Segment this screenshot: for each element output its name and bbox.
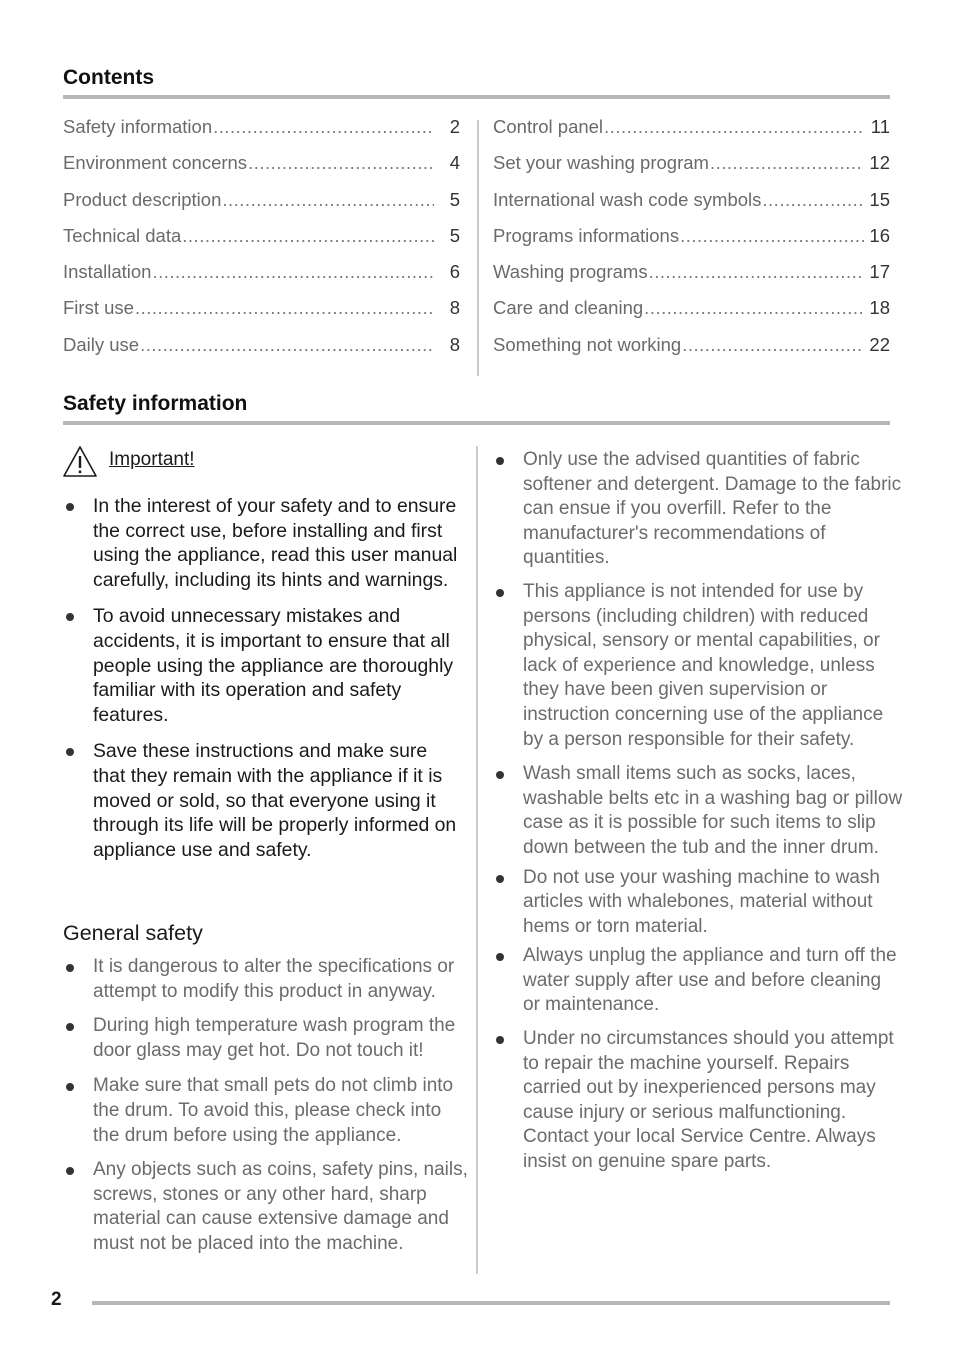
- toc-entry[interactable]: Installation ..... 6: [63, 261, 460, 297]
- general-safety-heading: General safety: [63, 921, 203, 945]
- list-item: Do not use your washing machine to wash articles with whalebones, material without hems or torn material.: [493, 866, 903, 940]
- toc-entry[interactable]: Environment concerns ..... 4: [63, 152, 460, 188]
- contents-heading: Contents: [63, 66, 154, 89]
- important-label: Important!: [109, 449, 195, 470]
- list-item: Wash small items such as socks, laces, washable belts etc in a washing bag or pillow case as it is possible for such items to slip down between the tub and the inner drum.: [493, 762, 903, 860]
- list-item: This appliance is not intended for use by persons (including children) with reduced physical, sensory or mental capabilities, or lack of experience and knowledge, unless they have been given supervision or instruction concerning use of the appliance by a person responsible for their safety.: [493, 580, 903, 752]
- list-item: During high temperature wash program the door glass may get hot. Do not touch it!: [63, 1014, 470, 1063]
- safety-rule: [63, 421, 890, 425]
- toc-entry[interactable]: Product description ..... 5: [63, 189, 460, 225]
- toc-entry[interactable]: Technical data ..... 5: [63, 225, 460, 261]
- toc-entry[interactable]: Safety information ..... 2: [63, 116, 460, 152]
- general-safety-list: [63, 955, 470, 1257]
- list-item: In the interest of your safety and to ensure the correct use, before installing and first using the appliance, read this user manual carefully, including its hints and warnings.: [63, 494, 463, 592]
- list-item: It is dangerous to alter the specifications or attempt to modify this product in anyway.: [63, 955, 470, 1004]
- footer-rule: [92, 1301, 890, 1305]
- toc-column-divider: [477, 120, 479, 376]
- toc-entry[interactable]: Care and cleaning ..... 18: [493, 297, 890, 333]
- toc-entry[interactable]: Something not working ..... 22: [493, 334, 890, 370]
- toc-entry[interactable]: Programs informations ..... 16: [493, 225, 890, 261]
- list-item: To avoid unnecessary mistakes and accidents, it is important to ensure that all people using the appliance are thoroughly familiar with its operation and safety features.: [63, 604, 463, 727]
- page-number: 2: [51, 1289, 62, 1310]
- toc-entry[interactable]: Daily use ..... 8: [63, 334, 460, 370]
- list-item: Save these instructions and make sure that they remain with the appliance if it is moved or sold, so that everyone using it through its life will be properly informed on appliance use and safety.: [63, 739, 463, 862]
- list-item: Under no circumstances should you attempt to repair the machine yourself. Repairs carried out by inexperienced persons may cause injury or serious malfunctioning. Contact your local Service Centre. Always insist on genuine spare parts.: [493, 1027, 903, 1175]
- safety-column-divider: [476, 446, 478, 1274]
- list-item: Make sure that small pets do not climb into the drum. To avoid this, please check into the drum before using the appliance.: [63, 1074, 470, 1148]
- contents-rule: [63, 95, 890, 99]
- toc-entry[interactable]: Control panel ..... 11: [493, 116, 890, 152]
- toc-entry[interactable]: International wash code symbols ..... 15: [493, 189, 890, 225]
- list-item: Any objects such as coins, safety pins, nails, screws, stones or any other hard, sharp material can cause extensive damage and must not be placed into the machine.: [63, 1158, 470, 1256]
- safety-right-list: [493, 448, 903, 1175]
- list-item: Always unplug the appliance and turn off the water supply after use and before cleaning or maintenance.: [493, 944, 903, 1018]
- toc-left-column: [63, 116, 460, 370]
- toc-entry[interactable]: First use ..... 8: [63, 297, 460, 333]
- safety-heading: Safety information: [63, 392, 248, 415]
- important-bullet-list: [63, 494, 463, 874]
- toc-right-column: [493, 116, 890, 370]
- toc-entry[interactable]: Washing programs ..... 17: [493, 261, 890, 297]
- warning-triangle-icon: [62, 445, 98, 479]
- list-item: Only use the advised quantities of fabric softener and detergent. Damage to the fabric can ensue if you overfill. Refer to the manufacturer's recommendations of quantities.: [493, 448, 903, 571]
- toc-entry[interactable]: Set your washing program ..... 12: [493, 152, 890, 188]
